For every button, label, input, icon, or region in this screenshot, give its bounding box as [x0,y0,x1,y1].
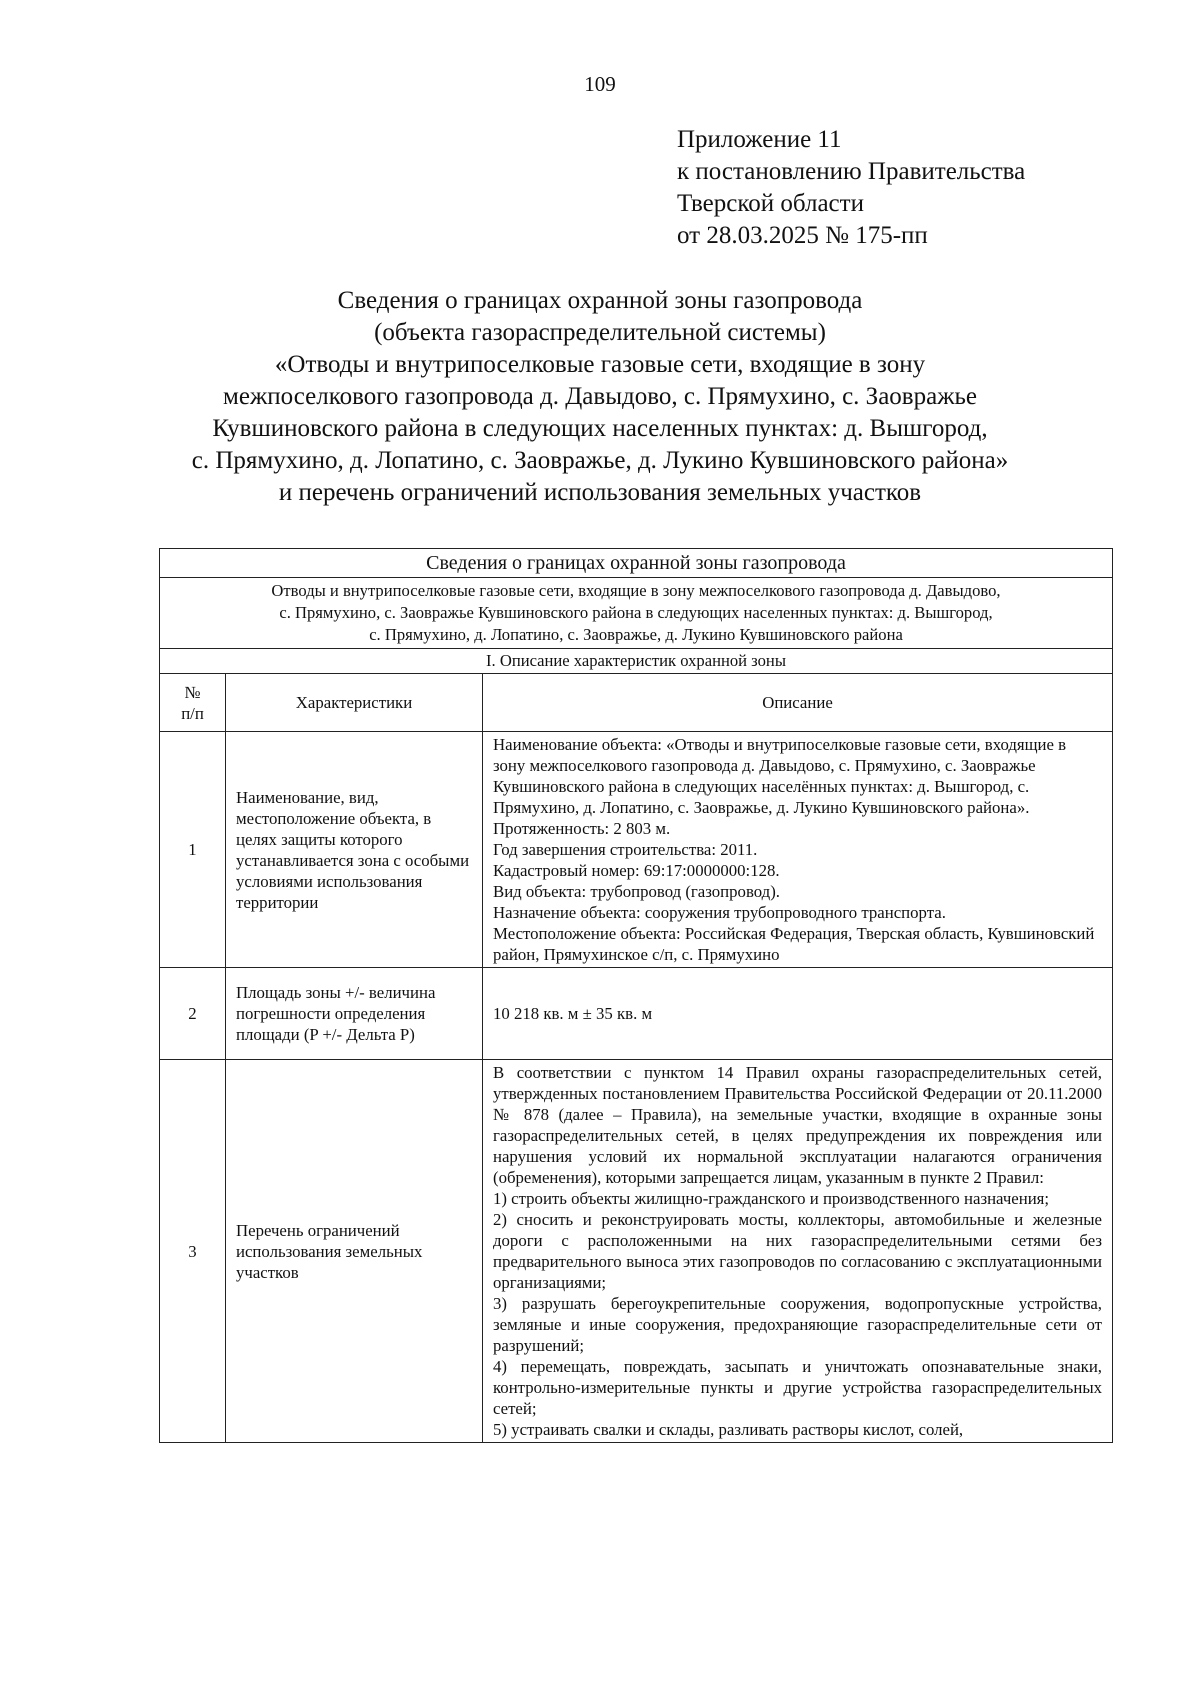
column-header-characteristics: Характеристики [226,674,483,732]
table-row [160,968,1113,1060]
title-line: «Отводы и внутрипоселковые газовые сети, входящие в зону [274,351,926,378]
column-header-number [160,674,226,732]
description-line: Кадастровый номер: 69:17:0000000:128. [493,861,780,880]
row-description [483,732,1113,968]
description-line: 3) разрушать берегоукрепительные сооружения, водопропускные устройства, земляные и иные сооружения, предохраняющие газораспределительные сети от разрушений; [493,1294,1102,1355]
appendix-line: Приложение 11 [677,126,842,153]
table-header-title: Сведения о границах охранной зоны газопровода [160,549,1113,578]
row-description [483,968,1113,1060]
row-characteristic: Наименование, вид, местоположение объекта, в целях защиты которого устанавливается зона с особыми условиями использования территории [226,732,483,968]
row-characteristic: Площадь зоны +/- величина погрешности определения площади (P +/- Дельта P) [226,968,483,1060]
appendix-line: к постановлению Правительства [677,158,1026,185]
title-line: межпоселкового газопровода д. Давыдово, с. Прямухино, с. Заовражье [223,383,977,410]
description-line: 10 218 кв. м ± 35 кв. м [493,1004,653,1023]
description-line: 4) перемещать, повреждать, засыпать и уничтожать опознавательные знаки, контрольно-измерительные пункты и другие устройства газораспределительных сетей; [493,1357,1102,1418]
column-header-row [160,674,1113,732]
zone-info-table [159,548,1113,1443]
page-number: 109 [584,72,616,96]
description-line: Вид объекта: трубопровод (газопровод). [493,882,780,901]
table-row [160,1060,1113,1443]
row-number: 2 [160,968,226,1060]
row-number: 3 [160,1060,226,1443]
column-header-description: Описание [483,674,1113,732]
object-name-line: Отводы и внутрипоселковые газовые сети, входящие в зону межпоселкового газопровода д. Давыдово, [271,581,1001,600]
table-object-name [160,578,1113,649]
title-line: Кувшиновского района в следующих населенных пунктах: д. Вышгород, [212,415,988,442]
table-row [160,732,1113,968]
title-line: и перечень ограничений использования земельных участков [278,479,922,506]
object-name-line: с. Прямухино, с. Заовражье Кувшиновского района в следующих населенных пунктах: д. Вышгород, [279,603,993,622]
number-sign: № [184,682,201,702]
row-description [483,1060,1113,1443]
appendix-reference [677,124,1025,252]
document-title [130,285,1070,509]
description-line: Наименование объекта: «Отводы и внутрипоселковые газовые сети, входящие в зону межпоселкового газопровода д. Давыдово, с. Прямухино, с. Заовражье Кувшиновского района в следующих населённых пунктах: д. Вышгород, с. Прямухино, д. Лопатино, с. Заовражье, д. Лукино Кувшиновского района». [493,735,1067,817]
description-line: Год завершения строительства: 2011. [493,840,758,859]
appendix-line: Тверской области [677,190,864,217]
title-line: с. Прямухино, д. Лопатино, с. Заовражье, д. Лукино Кувшиновского района» [191,447,1009,474]
description-line: В соответствии с пунктом 14 Правил охраны газораспределительных сетей, утвержденных постановлением Правительства Российской Федерации от 20.11.2000 № 878 (далее – Правила), на земельные участки, входящие в охранные зоны газораспределительных сетей, в целях предупреждения их повреждения или нарушения условий их нормальной эксплуатации налагаются ограничения (обременения), которыми запрещается лицам, указанным в пункте 2 Правил: [493,1063,1102,1187]
section-title: I. Описание характеристик охранной зоны [160,649,1113,674]
number-abbrev: п/п [181,703,204,723]
description-line: Протяженность: 2 803 м. [493,819,671,838]
row-number: 1 [160,732,226,968]
description-line: 2) сносить и реконструировать мосты, коллекторы, автомобильные и железные дороги с расположенными на них газораспределительными сетями без предварительного выноса этих газопроводов по согласованию с эксплуатационными организациями; [493,1210,1102,1292]
description-line: Назначение объекта: сооружения трубопроводного транспорта. [493,903,946,922]
description-line: 5) устраивать свалки и склады, разливать растворы кислот, солей, [493,1420,964,1439]
description-line: 1) строить объекты жилищно-гражданского и производственного назначения; [493,1189,1050,1208]
table-section-row [160,649,1113,674]
object-name-line: с. Прямухино, д. Лопатино, с. Заовражье, д. Лукино Кувшиновского района [369,625,903,644]
title-line: (объекта газораспределительной системы) [374,319,826,346]
appendix-line: от 28.03.2025 № 175-пп [677,222,928,249]
description-line: Местоположение объекта: Российская Федерация, Тверская область, Кувшиновский район, Прямухинское с/п, с. Прямухино [493,924,1095,964]
title-line: Сведения о границах охранной зоны газопровода [337,287,863,314]
row-characteristic: Перечень ограничений использования земельных участков [226,1060,483,1443]
table-subheader-row [160,578,1113,649]
table-header-row [160,549,1113,578]
